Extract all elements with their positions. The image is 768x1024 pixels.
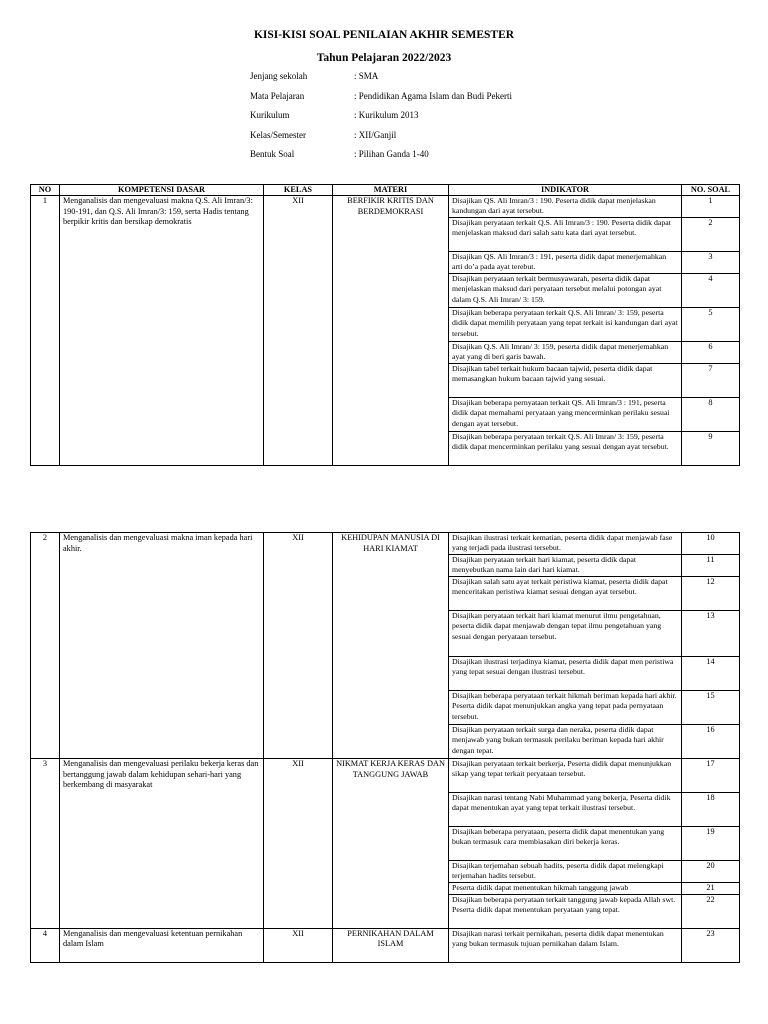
table-header-row <box>31 185 740 196</box>
cell-indikator: Disajikan beberapa peryataan terkait Q.S. Ali Imran/ 3: 159, peserta didik dapat mencerminkan perilaku yang sesuai dengan ayat tersebut. <box>449 432 682 466</box>
cell-indikator: Disajikan beberapa peryataan terkait hikmah beriman kepada hari akhir. Peserta didik dapat menunjukkan angka yang tepat pada pernyataan tersebut. <box>449 691 682 725</box>
info-row-mapel <box>250 90 512 110</box>
cell-no-soal: 21 <box>682 883 740 895</box>
cell-indikator: Disajikan beberapa peryataan, peserta didik dapat menentukan yang bukan termasuk cara membiasakan diri bekerja keras. <box>449 827 682 861</box>
cell-no-soal: 7 <box>682 364 740 398</box>
cell-no-soal: 13 <box>682 611 740 657</box>
cell-indikator: Disajikan salah satu ayat terkait peristiwa kiamat, peserta didik dapat menceritakan peristiwa kiamat sesuai dengan ayat tersebut. <box>449 577 682 611</box>
cell-indikator: Disajikan peryataan terkait Q.S. Ali Imran/3 : 190. Peserta didik dapat menjelaskan maksud dari salah satu kata dari ayat tersebut. <box>449 218 682 252</box>
cell-indikator: Disajikan peryataan terkait hari kiamat, peserta didik dapat menyebutkan nama lain dari hari kiamat. <box>449 555 682 577</box>
cell-indikator: Disajikan peryataan terkait bermusyawarah, peserta didik dapat menjelaskan maksud dari peryataan tersebut melalui potongan ayat dalam Q.S. Ali Imran/ 3: 159. <box>449 274 682 308</box>
table-row <box>31 759 740 793</box>
info-label: Jenjang sekolah <box>250 71 308 81</box>
cell-no: 3 <box>31 759 60 929</box>
cell-indikator: Disajikan beberapa pernyataan terkait QS. Ali Imran/3 : 191, peserta didik dapat memahami peryataan yang mencerminkan perilaku sesuai dengan ayat tersebut. <box>449 398 682 432</box>
cell-kelas: XII <box>264 533 333 759</box>
table-body <box>31 533 740 963</box>
cell-no-soal: 15 <box>682 691 740 725</box>
info-label: Kurikulum <box>250 110 290 120</box>
cell-no-soal: 6 <box>682 342 740 364</box>
cell-kompetensi-dasar: Menganalisis dan mengevaluasi makna Q.S. Ali Imran/3: 190-191, dan Q.S. Ali Imran/3: 159, serta Hadis tentang berpikir kritis dan bersikap demokratis <box>60 196 264 466</box>
header-kompetensi-dasar: KOMPETENSI DASAR <box>60 185 264 196</box>
cell-kelas: XII <box>264 196 333 466</box>
cell-materi: KEHIDUPAN MANUSIA DI HARI KIAMAT <box>333 533 449 759</box>
cell-no-soal: 12 <box>682 577 740 611</box>
cell-indikator: Disajikan ilustrasi terkait kematian, peserta didik dapat menjawab fase yang terjadi pada ilustrasi tersebut. <box>449 533 682 555</box>
info-value: : Kurikulum 2013 <box>354 110 419 120</box>
cell-no-soal: 23 <box>682 928 740 962</box>
header-materi: MATERI <box>333 185 449 196</box>
cell-no-soal: 17 <box>682 759 740 793</box>
cell-no: 1 <box>31 196 60 466</box>
header-no: NO <box>31 185 60 196</box>
cell-indikator: Disajikan peryataan terkait berkerja, Peserta didik dapat menunjukkan sikap yang tepat terkait peryataan tersebut. <box>449 759 682 793</box>
table-body <box>31 196 740 466</box>
cell-indikator: Peserta didik dapat menentukan hikmah tanggung jawab <box>449 883 682 895</box>
header-kelas: KELAS <box>264 185 333 196</box>
cell-no-soal: 19 <box>682 827 740 861</box>
cell-no-soal: 2 <box>682 218 740 252</box>
table-row <box>31 196 740 218</box>
cell-indikator: Disajikan ilustrasi terjadinya kiamat, peserta didik dapat men peristiwa yang tepat sesuai dengan ilustrasi tersebut. <box>449 657 682 691</box>
info-row-kelas <box>250 129 512 149</box>
cell-no-soal: 10 <box>682 533 740 555</box>
info-value: : XII/Ganjil <box>354 129 397 140</box>
cell-no-soal: 3 <box>682 252 740 274</box>
cell-indikator: Disajikan peryataan terkait surga dan neraka, peserta didik dapat menjawab yang bukan termasuk perilaku beriman kepada hari akhir dengan tepat. <box>449 725 682 759</box>
info-label: Kelas/Semester <box>250 129 306 140</box>
cell-indikator: Disajikan Q.S. Ali Imran/ 3: 159, peserta didik dapat menerjemahkan ayat yang di beri garis bawah. <box>449 342 682 364</box>
cell-materi: BERFIKIR KRITIS DAN BERDEMOKRASI <box>333 196 449 466</box>
cell-indikator: Disajikan tabel terkait hukum bacaan tajwid, peserta didik dapat memasangkan hukum bacaan tajwid yang sesuai. <box>449 364 682 398</box>
info-value: : Pilihan Ganda 1-40 <box>354 149 429 159</box>
cell-materi: NIKMAT KERJA KERAS DAN TANGGUNG JAWAB <box>333 759 449 929</box>
kisi-kisi-table-page2 <box>30 532 740 963</box>
header-indikator: INDIKATOR <box>449 185 682 196</box>
document-subtitle: Tahun Pelajaran 2022/2023 <box>316 52 452 64</box>
table-row <box>31 928 740 962</box>
kisi-kisi-table-page1 <box>30 184 740 466</box>
info-value: : SMA <box>354 71 379 81</box>
cell-kompetensi-dasar: Menganalisis dan mengevaluasi makna iman kepada hari akhir. <box>60 533 264 759</box>
cell-no-soal: 8 <box>682 398 740 432</box>
cell-no-soal: 9 <box>682 432 740 466</box>
cell-indikator: Disajikan QS. Ali Imran/3 : 191, peserta didik dapat menerjemahkan arti do’a pada ayat terebut. <box>449 252 682 274</box>
info-row-jenjang <box>250 70 512 90</box>
cell-no-soal: 22 <box>682 894 740 928</box>
info-row-bentuk <box>250 148 512 168</box>
info-label: Bentuk Soal <box>250 149 295 159</box>
document-title: KISI-KISI SOAL PENILAIAN AKHIR SEMESTER <box>253 29 515 41</box>
cell-materi: PERNIKAHAN DALAM ISLAM <box>333 928 449 962</box>
cell-no-soal: 4 <box>682 274 740 308</box>
cell-kelas: XII <box>264 759 333 929</box>
cell-no-soal: 11 <box>682 555 740 577</box>
cell-no: 4 <box>31 928 60 962</box>
cell-indikator: Disajikan peryataan terkait hari kiamat menurut ilmu pengetahuan, peserta didik dapat menjawab dengan tepat ilmu pengetahuan yang sesuai dengan peryataan tersebut. <box>449 611 682 657</box>
cell-kelas: XII <box>264 928 333 962</box>
cell-indikator: Disajikan terjemahan sebuah hadits, peserta didik dapat melengkapi terjemahan hadits tersebut. <box>449 861 682 883</box>
cell-no: 2 <box>31 533 60 759</box>
cell-kompetensi-dasar: Menganalisis dan mengevaluasi ketentuan pernikahan dalam Islam <box>60 928 264 962</box>
table-row <box>31 533 740 555</box>
cell-no-soal: 16 <box>682 725 740 759</box>
cell-indikator: Disajikan narasi tentang Nabi Muhammad yang bekerja, Peserta didik dapat menentukan ayat yang tepat terkait ilustrasi tersebut. <box>449 793 682 827</box>
cell-no-soal: 14 <box>682 657 740 691</box>
cell-no-soal: 18 <box>682 793 740 827</box>
cell-no-soal: 20 <box>682 861 740 883</box>
cell-indikator: Disajikan narasi terkait pernikahan, peserta didik dapat menentukan yang bukan termasuk tujuan pernikahan dalam Islam. <box>449 928 682 962</box>
cell-indikator: Disajikan beberapa peryataan terkait Q.S. Ali Imran/ 3: 159, peserta didik dapat memilih peryataan yang tepat terkait isi kandungan dari ayat tersebut. <box>449 308 682 342</box>
header-no-soal: NO. SOAL <box>682 185 740 196</box>
cell-kompetensi-dasar: Menganalisis dan mengevaluasi perilaku bekerja keras dan bertanggung jawab dalam kehidupan sehari-hari yang berkembang di masyarakat <box>60 759 264 929</box>
document-info <box>250 70 512 168</box>
cell-indikator: Disajikan QS. Ali Imran/3 : 190. Peserta didik dapat menjelaskan kandungan dari ayat tersebut. <box>449 196 682 218</box>
info-row-kurikulum <box>250 109 512 129</box>
cell-indikator: Disajikan beberapa peryataan terkait tanggung jawab kepada Allah swt. Peserta didik dapat menentukan peryataan yang tepat. <box>449 894 682 928</box>
info-label: Mata Pelajaran <box>250 90 305 101</box>
info-value: : Pendidikan Agama Islam dan Budi Pekerti <box>354 90 512 101</box>
cell-no-soal: 1 <box>682 196 740 218</box>
cell-no-soal: 5 <box>682 308 740 342</box>
